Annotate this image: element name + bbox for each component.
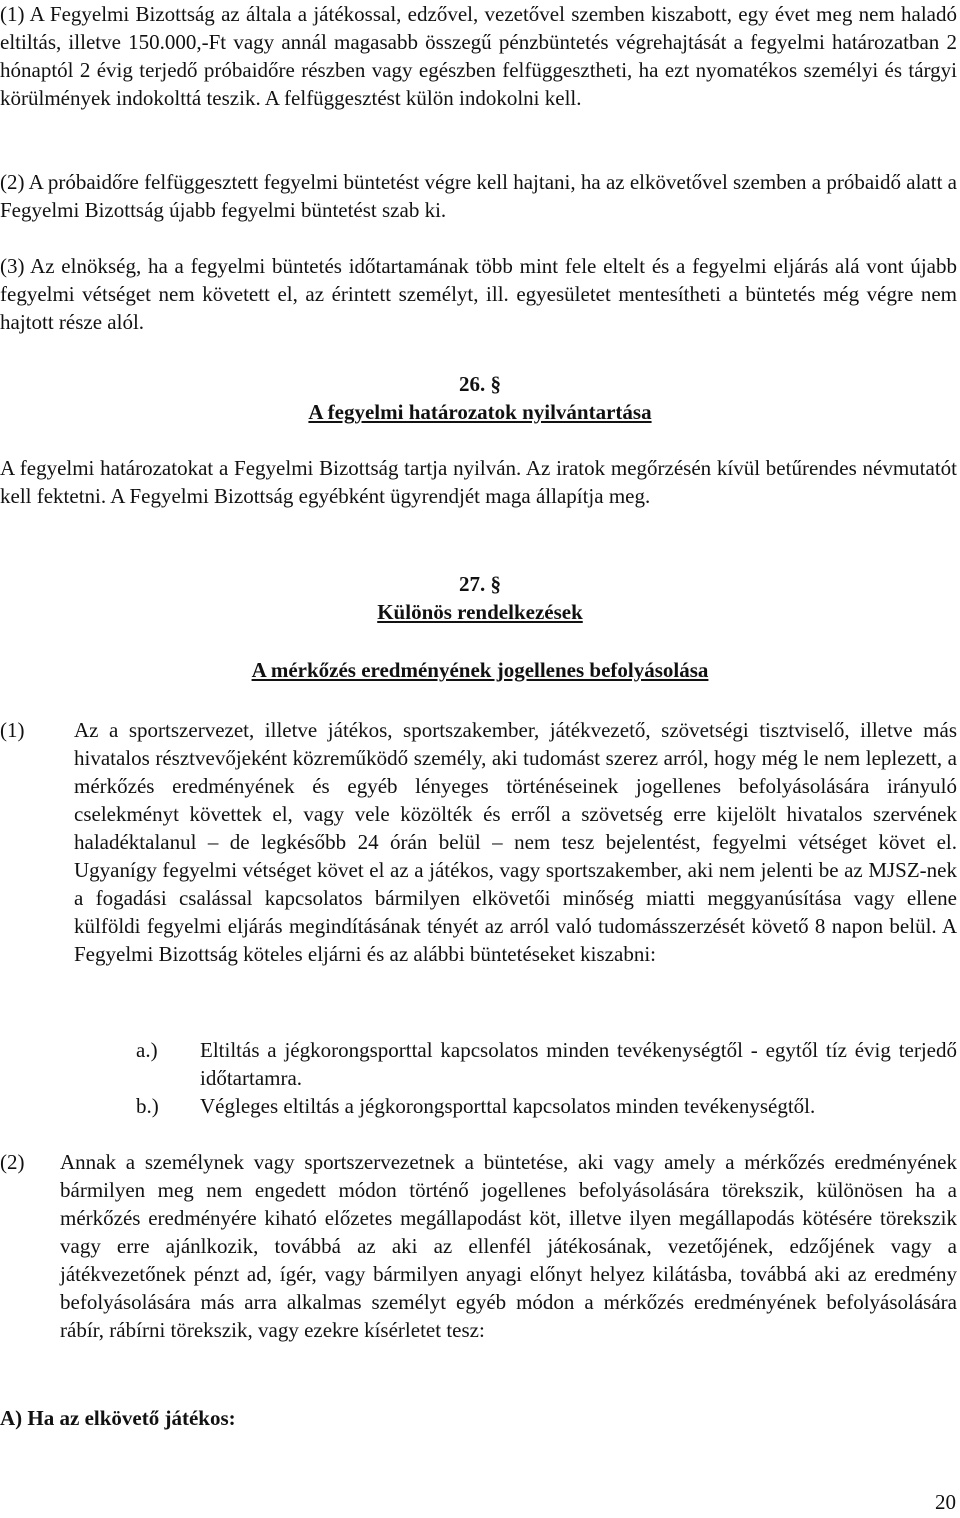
subheading-player: A) Ha az elkövető játékos: [0, 1406, 236, 1430]
paragraph-records: A fegyelmi határozatokat a Fegyelmi Bizottság tartja nyilván. Az iratok megőrzésén kívül betűrendes névmutatót kell fektetni. A Fegyelmi Bizottság egyébként ügyrendjét maga állapítja meg. [0, 456, 957, 508]
paragraph-text: Annak a személynek vagy sportszervezetnek a büntetése, aki vagy amely a mérkőzés eredményének bármilyen meg nem engedett módon történő jogellenes befolyásolására törekszik, különösen ha a mérkőzés eredményére kiható előzetes megállapodást köt, illetve ilyen megállapodás kötésére törekszik vagy erre ajánlkozik, továbbá az aki az ellenfél játékosának, vezetőjének, edzőjének vagy a játékvezetőnek pénzt ad, ígér, vagy bármilyen anyagi előnyt helyez kilátásba, továbbá aki az eredmény befolyásolására más arra alkalmas személyt egyéb módon a mérkőzés eredményének befolyásolására rábír, rábírni törekszik, vagy ezekre kísérletet tesz: [60, 1150, 957, 1342]
paragraph-number: (2) [0, 1150, 25, 1174]
section-26-number: 26. § [459, 372, 501, 396]
paragraph-probation: (2) A próbaidőre felfüggesztett fegyelmi büntetést végre kell hajtani, ha az elkövetővel szemben a próbaidő alatt a Fegyelmi Bizottság újabb fegyelmi büntetést szab ki. [0, 170, 957, 222]
numbered-paragraph-1 [0, 716, 957, 1016]
list-item-text: Eltiltás a jégkorongsporttal kapcsolatos minden tevékenységtől - egytől tíz évig terjedő időtartamra. [200, 1038, 957, 1090]
paragraph-text: Az a sportszervezet, illetve játékos, sportszakember, játékvezető, szövetségi tisztviselő, illetve más hivatalos résztvevőjeként közreműködő személy, aki tudomást szerez arról, hogy még le nem leplezett, a mérkőzés eredményének és egyéb lényeges történéseinek jogellenes befolyásolására irányuló cselekményt követtek el, vagy vele közölték és erről a szövetség erre kijelölt hivatalos szervének haladéktalanul – de legkésőbb 24 órán belül – nem tesz bejelentést, fegyelmi vétséget követ el. Ugyanígy fegyelmi vétséget követ el az a játékos, vagy sportszakember, aki nem jelenti be az MJSZ-nek a fogadási csalással kapcsolatos bármilyen elkövetői minőség miatti meggyanúsítása vagy ellene külföldi fegyelmi eljárás megindításának tényét az arról való tudomásszerzését követő 8 napon belül. A Fegyelmi Bizottság köteles eljárni és az alábbi büntetéseket kiszabni: [74, 718, 957, 966]
page-number: 20 [935, 1490, 956, 1514]
paragraph-suspension: (1) A Fegyelmi Bizottság az általa a játékossal, edzővel, vezetővel szemben kiszabott, egy évet meg nem haladó eltiltás, illetve 150.000,-Ft vagy annál magasabb összegű pénzbüntetés végrehajtását a fegyelmi határozatban 2 hónaptól 2 évig terjedő próbaidőre részben vagy egészben felfüggesztheti, ha ezt nyomatékos személyi és tárgyi körülmények indokolttá teszik. A felfüggesztést külön indokolni kell. [0, 2, 957, 110]
section-26-title: A fegyelmi határozatok nyilvántartása [308, 400, 652, 424]
paragraph-exemption: (3) Az elnökség, ha a fegyelmi büntetés időtartamának több mint fele eltelt és a fegyelmi eljárás alá vont újabb fegyelmi vétséget nem követett el, az érintett személyt, ill. egyesületet mentesítheti a büntetés még végre nem hajtott része alól. [0, 254, 957, 334]
list-item-marker: b.) [136, 1094, 159, 1118]
list-item-text: Végleges eltiltás a jégkorongsporttal kapcsolatos minden tevékenységtől. [200, 1094, 816, 1118]
section-27-title: Különös rendelkezések [377, 600, 583, 624]
paragraph-number: (1) [0, 718, 25, 742]
section-27-subtitle: A mérkőzés eredményének jogellenes befolyásolása [251, 658, 709, 682]
list-item-a [136, 1036, 957, 1092]
numbered-paragraph-2 [0, 1148, 957, 1372]
list-item-b [136, 1092, 957, 1120]
list-item-marker: a.) [136, 1038, 158, 1062]
section-27-number: 27. § [459, 572, 501, 596]
